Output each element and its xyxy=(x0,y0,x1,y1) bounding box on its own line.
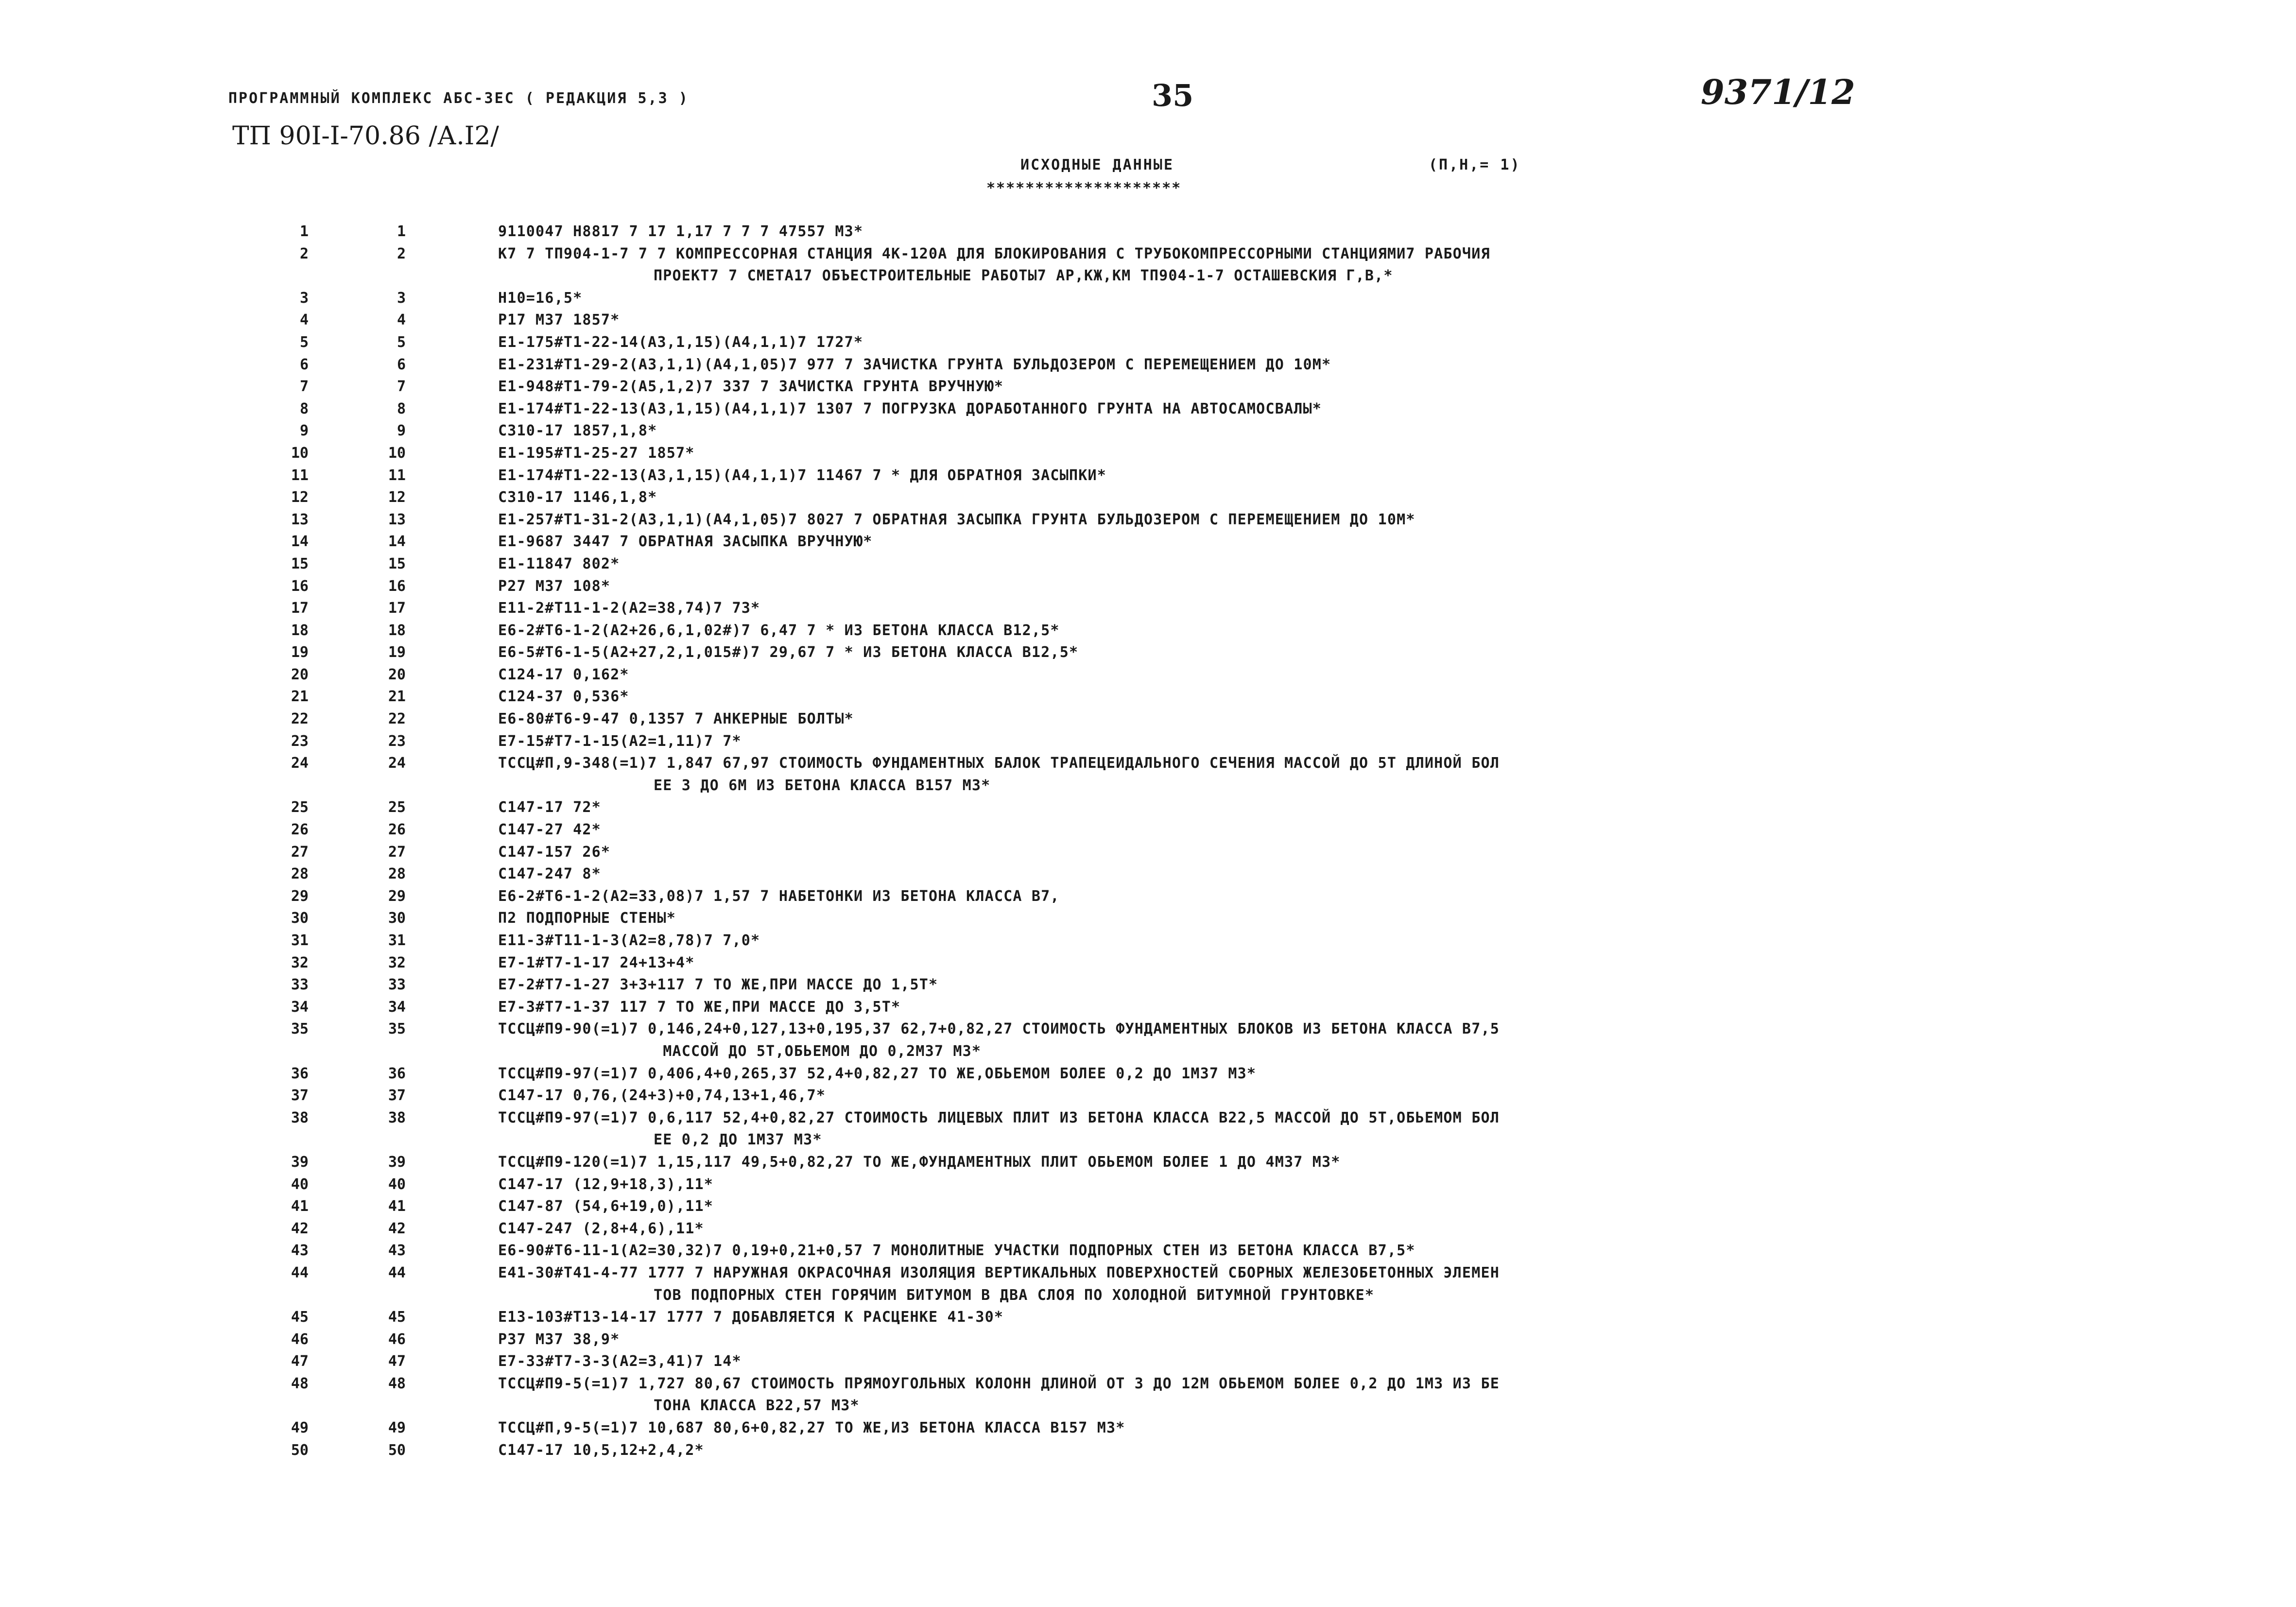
statement-text: П2 ПОДПОРНЫЕ СТЕНЫ* xyxy=(498,910,676,927)
line-number: 41 xyxy=(291,1198,309,1215)
statement-text: С147-17 10,5,12+2,4,2* xyxy=(498,1441,704,1459)
listing-row xyxy=(0,598,2296,620)
line-number: 32 xyxy=(291,954,309,971)
listing-row xyxy=(0,1174,2296,1196)
statement-number: 4 xyxy=(397,311,406,329)
statement-number: 6 xyxy=(397,356,406,373)
listing-row xyxy=(0,576,2296,598)
statement-text: С310-17 1857,1,8* xyxy=(498,422,657,440)
listing-row xyxy=(0,974,2296,997)
statement-number: 29 xyxy=(388,887,406,905)
line-number: 30 xyxy=(291,910,309,927)
line-number: 1 xyxy=(299,223,309,240)
line-number: 24 xyxy=(291,755,309,772)
listing-row xyxy=(0,221,2296,243)
statement-number: 50 xyxy=(388,1441,406,1459)
listing-row xyxy=(0,354,2296,377)
section-params: (П,Н,= 1) xyxy=(1429,156,1521,173)
listing-row xyxy=(0,664,2296,687)
statement-number: 34 xyxy=(388,998,406,1016)
listing-row xyxy=(0,930,2296,952)
line-number: 47 xyxy=(291,1353,309,1370)
statement-number: 38 xyxy=(388,1109,406,1126)
statement-text: С147-27 42* xyxy=(498,821,601,839)
listing-row xyxy=(0,487,2296,509)
listing-row xyxy=(0,1218,2296,1241)
listing-row xyxy=(0,753,2296,775)
listing-row xyxy=(0,1417,2296,1440)
line-number: 29 xyxy=(291,887,309,905)
listing-row xyxy=(0,1063,2296,1086)
listing-row xyxy=(0,1373,2296,1396)
statement-text: Е6-90#Т6-11-1(А2=30,32)7 0,19+0,21+0,57 7 МОНОЛИТНЫЕ УЧАСТКИ ПОДПОРНЫХ СТЕН ИЗ БЕТОНА КЛАССА В7,5* xyxy=(498,1242,1416,1260)
statement-text: ТОВ ПОДПОРНЫХ СТЕН ГОРЯЧИМ БИТУМОМ В ДВА СЛОЯ ПО ХОЛОДНОЙ БИТУМНОЙ ГРУНТОВКЕ* xyxy=(654,1286,1375,1304)
listing-row xyxy=(0,443,2296,465)
statement-text: С147-247 8* xyxy=(498,865,601,883)
line-number: 12 xyxy=(291,489,309,506)
statement-text: С147-247 (2,8+4,6),11* xyxy=(498,1220,704,1237)
statement-number: 26 xyxy=(388,821,406,839)
statement-number: 3 xyxy=(397,289,406,307)
line-number: 10 xyxy=(291,444,309,462)
statement-text: К7 7 ТП904-1-7 7 7 КОМПРЕССОРНАЯ СТАНЦИЯ 4К-120А ДЛЯ БЛОКИРОВАНИЯ С ТРУБОКОМПРЕССОРНЫМИ СТАНЦИЯМИ7 РАБОЧИЯ xyxy=(498,245,1490,262)
line-number: 5 xyxy=(299,333,309,351)
line-number: 43 xyxy=(291,1242,309,1260)
line-number: 31 xyxy=(291,932,309,949)
statement-number: 47 xyxy=(388,1353,406,1370)
line-number: 7 xyxy=(299,378,309,396)
line-number: 46 xyxy=(291,1331,309,1348)
statement-text: С124-17 0,162* xyxy=(498,666,629,683)
document-number: 9371/12 xyxy=(1701,72,1855,112)
statement-number: 31 xyxy=(388,932,406,949)
line-number: 27 xyxy=(291,843,309,861)
line-number: 37 xyxy=(291,1087,309,1105)
statement-number: 9 xyxy=(397,422,406,440)
statement-text: ТССЦ#П9-90(=1)7 0,146,24+0,127,13+0,195,37 62,7+0,82,27 СТОИМОСТЬ ФУНДАМЕНТНЫХ БЛОКОВ ИЗ БЕТОНА КЛАССА В7,5 xyxy=(498,1020,1500,1038)
line-number: 36 xyxy=(291,1065,309,1082)
statement-number: 28 xyxy=(388,865,406,883)
statement-text: Е6-2#Т6-1-2(А2=33,08)7 1,57 7 НАБЕТОНКИ ИЗ БЕТОНА КЛАССА В7, xyxy=(498,887,1060,905)
statement-number: 19 xyxy=(388,644,406,661)
statement-text: МАССОЙ ДО 5Т,ОБЬЕМОМ ДО 0,2М37 М3* xyxy=(654,1042,982,1060)
statement-text: Е1-11847 802* xyxy=(498,555,620,572)
statement-number: 16 xyxy=(388,577,406,595)
listing-row xyxy=(0,1329,2296,1351)
statement-text: ЕЕ 3 ДО 6М ИЗ БЕТОНА КЛАССА В157 М3* xyxy=(654,777,991,794)
listing-row xyxy=(0,1196,2296,1218)
line-number: 8 xyxy=(299,400,309,417)
line-number: 4 xyxy=(299,311,309,329)
statement-text: С147-17 (12,9+18,3),11* xyxy=(498,1175,714,1193)
statement-text: Е41-30#Т41-4-77 1777 7 НАРУЖНАЯ ОКРАСОЧНАЯ ИЗОЛЯЦИЯ ВЕРТИКАЛЬНЫХ ПОВЕРХНОСТЕЙ СБОРНЫХ ЖЕЛЕЗОБЕТОННЫХ ЭЛЕМЕН xyxy=(498,1264,1500,1281)
listing-row xyxy=(0,886,2296,908)
listing-row xyxy=(0,553,2296,576)
statement-text: Е13-103#Т13-14-17 1777 7 ДОБАВЛЯЕТСЯ К РАСЦЕНКЕ 41-30* xyxy=(498,1309,1004,1326)
statement-text: ТССЦ#П9-5(=1)7 1,727 80,67 СТОИМОСТЬ ПРЯМОУГОЛЬНЫХ КОЛОНН ДЛИНОЙ ОТ 3 ДО 12М ОБЬЕМОМ БОЛЕЕ 0,2 ДО 1М3 ИЗ БЕ xyxy=(498,1375,1500,1392)
listing-row xyxy=(0,1307,2296,1329)
statement-number: 39 xyxy=(388,1153,406,1171)
statement-text: Е1-9687 3447 7 ОБРАТНАЯ ЗАСЫПКА ВРУЧНУЮ* xyxy=(498,533,873,551)
statement-number: 15 xyxy=(388,555,406,572)
statement-number: 21 xyxy=(388,688,406,706)
listing-row xyxy=(0,642,2296,664)
statement-number: 46 xyxy=(388,1331,406,1348)
statement-number: 23 xyxy=(388,732,406,750)
listing-row xyxy=(0,1240,2296,1262)
listing-continuation-row xyxy=(0,775,2296,797)
listing-row xyxy=(0,398,2296,421)
statement-text: Е11-3#Т11-1-3(А2=8,78)7 7,0* xyxy=(498,932,760,949)
statement-number: 2 xyxy=(397,245,406,262)
statement-text: С310-17 1146,1,8* xyxy=(498,489,657,506)
listing-row xyxy=(0,864,2296,886)
line-number: 15 xyxy=(291,555,309,572)
statement-number: 24 xyxy=(388,755,406,772)
statement-number: 20 xyxy=(388,666,406,683)
line-number: 11 xyxy=(291,467,309,484)
line-number: 35 xyxy=(291,1020,309,1038)
listing-row xyxy=(0,997,2296,1019)
listing-row xyxy=(0,1019,2296,1041)
statement-number: 32 xyxy=(388,954,406,971)
statement-text: Е1-175#Т1-22-14(А3,1,15)(А4,1,1)7 1727* xyxy=(498,333,863,351)
listing-row xyxy=(0,1152,2296,1174)
statement-text: ТССЦ#П,9-5(=1)7 10,687 80,6+0,82,27 ТО ЖЕ,ИЗ БЕТОНА КЛАССА В157 М3* xyxy=(498,1419,1125,1437)
listing-row xyxy=(0,1262,2296,1285)
statement-text: Е7-33#Т7-3-3(А2=3,41)7 14* xyxy=(498,1353,742,1370)
listing-row xyxy=(0,310,2296,332)
statement-text: Е7-1#Т7-1-17 24+13+4* xyxy=(498,954,695,971)
line-number: 33 xyxy=(291,976,309,994)
listing-row xyxy=(0,509,2296,532)
statement-number: 40 xyxy=(388,1175,406,1193)
statement-number: 12 xyxy=(388,489,406,506)
statement-text: С124-37 0,536* xyxy=(498,688,629,706)
statement-text: Е7-2#Т7-1-27 3+3+117 7 ТО ЖЕ,ПРИ МАССЕ ДО 1,5Т* xyxy=(498,976,938,994)
statement-number: 17 xyxy=(388,600,406,617)
listing-row xyxy=(0,420,2296,443)
statement-number: 36 xyxy=(388,1065,406,1082)
statement-text: Е1-948#Т1-79-2(А5,1,2)7 337 7 ЗАЧИСТКА ГРУНТА ВРУЧНУЮ* xyxy=(498,378,1004,396)
statement-text: С147-17 0,76,(24+3)+0,74,13+1,46,7* xyxy=(498,1087,826,1105)
line-number: 28 xyxy=(291,865,309,883)
line-number: 40 xyxy=(291,1175,309,1193)
line-number: 2 xyxy=(299,245,309,262)
statement-number: 42 xyxy=(388,1220,406,1237)
line-number: 23 xyxy=(291,732,309,750)
line-number: 22 xyxy=(291,710,309,728)
statement-text: Е6-80#Т6-9-47 0,1357 7 АНКЕРНЫЕ БОЛТЫ* xyxy=(498,710,854,728)
listing-row xyxy=(0,332,2296,354)
listing-row xyxy=(0,243,2296,266)
listing-row xyxy=(0,686,2296,708)
listing-row xyxy=(0,376,2296,398)
statement-text: Р37 М37 38,9* xyxy=(498,1331,620,1348)
statement-number: 10 xyxy=(388,444,406,462)
line-number: 44 xyxy=(291,1264,309,1281)
line-number: 13 xyxy=(291,511,309,528)
line-number: 6 xyxy=(299,356,309,373)
statement-text: Е6-2#Т6-1-2(А2+26,6,1,02#)7 6,47 7 * ИЗ БЕТОНА КЛАССА В12,5* xyxy=(498,622,1060,639)
line-number: 3 xyxy=(299,289,309,307)
listing-row xyxy=(0,908,2296,930)
statement-number: 25 xyxy=(388,799,406,816)
statement-number: 7 xyxy=(397,378,406,396)
statement-text: Е1-174#Т1-22-13(А3,1,15)(А4,1,1)7 1307 7 ПОГРУЗКА ДОРАБОТАННОГО ГРУНТА НА АВТОСАМОСВАЛЫ* xyxy=(498,400,1322,417)
listing-row xyxy=(0,465,2296,487)
listing-row xyxy=(0,819,2296,842)
statement-text: ТОНА КЛАССА В22,57 М3* xyxy=(654,1397,860,1415)
data-listing xyxy=(0,221,2296,1462)
line-number: 17 xyxy=(291,600,309,617)
listing-continuation-row xyxy=(0,1285,2296,1307)
statement-text: ТССЦ#П9-120(=1)7 1,15,117 49,5+0,82,27 ТО ЖЕ,ФУНДАМЕНТНЫХ ПЛИТ ОБЬЕМОМ БОЛЕЕ 1 ДО 4М37 М3* xyxy=(498,1153,1341,1171)
line-number: 39 xyxy=(291,1153,309,1171)
statement-number: 14 xyxy=(388,533,406,551)
listing-row xyxy=(0,288,2296,310)
statement-text: Е7-3#Т7-1-37 117 7 ТО ЖЕ,ПРИ МАССЕ ДО 3,5Т* xyxy=(498,998,901,1016)
statement-text: Е1-195#Т1-25-27 1857* xyxy=(498,444,695,462)
listing-continuation-row xyxy=(0,1041,2296,1063)
statement-text: С147-87 (54,6+19,0),11* xyxy=(498,1198,714,1215)
statement-text: ТССЦ#П9-97(=1)7 0,406,4+0,265,37 52,4+0,82,27 ТО ЖЕ,ОБЬЕМОМ БОЛЕЕ 0,2 ДО 1М37 М3* xyxy=(498,1065,1257,1082)
statement-text: Р27 М37 108* xyxy=(498,577,611,595)
tp-reference: ТП 90I-I-70.86 /А.I2/ xyxy=(232,121,499,151)
statement-number: 30 xyxy=(388,910,406,927)
statement-number: 37 xyxy=(388,1087,406,1105)
listing-row xyxy=(0,620,2296,642)
listing-row xyxy=(0,797,2296,819)
listing-continuation-row xyxy=(0,1129,2296,1152)
line-number: 18 xyxy=(291,622,309,639)
statement-number: 22 xyxy=(388,710,406,728)
listing-row xyxy=(0,1351,2296,1373)
line-number: 34 xyxy=(291,998,309,1016)
statement-number: 41 xyxy=(388,1198,406,1215)
statement-text: Е1-231#Т1-29-2(А3,1,1)(А4,1,05)7 977 7 ЗАЧИСТКА ГРУНТА БУЛЬДОЗЕРОМ С ПЕРЕМЕЩЕНИЕМ ДО 10М* xyxy=(498,356,1331,373)
listing-row xyxy=(0,1107,2296,1130)
listing-continuation-row xyxy=(0,1395,2296,1417)
line-number: 38 xyxy=(291,1109,309,1126)
line-number: 9 xyxy=(299,422,309,440)
statement-text: ПРОЕКТ7 7 СМЕТА17 ОБЪЕСТРОИТЕЛЬНЫЕ РАБОТЫ7 АР,КЖ,КМ ТП904-1-7 ОСТАШЕВСКИЯ Г,В,* xyxy=(654,267,1393,285)
statement-number: 27 xyxy=(388,843,406,861)
statement-text: ТССЦ#П,9-348(=1)7 1,847 67,97 СТОИМОСТЬ ФУНДАМЕНТНЫХ БАЛОК ТРАПЕЦЕИДАЛЬНОГО СЕЧЕНИЯ МАССОЙ ДО 5Т ДЛИНОЙ БОЛ xyxy=(498,755,1500,772)
line-number: 26 xyxy=(291,821,309,839)
statement-text: Е7-15#Т7-1-15(А2=1,11)7 7* xyxy=(498,732,742,750)
statement-text: Е11-2#Т11-1-2(А2=38,74)7 73* xyxy=(498,600,760,617)
listing-continuation-row xyxy=(0,265,2296,288)
line-number: 50 xyxy=(291,1441,309,1459)
statement-number: 49 xyxy=(388,1419,406,1437)
statement-text: Е6-5#Т6-1-5(А2+27,2,1,015#)7 29,67 7 * ИЗ БЕТОНА КЛАССА В12,5* xyxy=(498,644,1079,661)
statement-number: 5 xyxy=(397,333,406,351)
statement-text: Р17 М37 1857* xyxy=(498,311,620,329)
statement-number: 44 xyxy=(388,1264,406,1281)
listing-row xyxy=(0,842,2296,864)
line-number: 25 xyxy=(291,799,309,816)
listing-row xyxy=(0,1440,2296,1462)
listing-row xyxy=(0,952,2296,975)
line-number: 14 xyxy=(291,533,309,551)
statement-text: Н10=16,5* xyxy=(498,289,583,307)
statement-number: 33 xyxy=(388,976,406,994)
listing-row xyxy=(0,731,2296,753)
statement-number: 48 xyxy=(388,1375,406,1392)
statement-number: 43 xyxy=(388,1242,406,1260)
program-header: ПРОГРАММНЫЙ КОМПЛЕКС АБС-3ЕС ( РЕДАКЦИЯ 5,3 ) xyxy=(228,90,689,107)
statement-number: 8 xyxy=(397,400,406,417)
listing-row xyxy=(0,1085,2296,1107)
statement-text: Е1-257#Т1-31-2(А3,1,1)(А4,1,05)7 8027 7 ОБРАТНАЯ ЗАСЫПКА ГРУНТА БУЛЬДОЗЕРОМ С ПЕРЕМЕЩЕНИЕМ ДО 10М* xyxy=(498,511,1416,528)
statement-number: 11 xyxy=(388,467,406,484)
listing-row xyxy=(0,708,2296,731)
statement-number: 18 xyxy=(388,622,406,639)
section-title: ИСХОДНЫЕ ДАННЫЕ xyxy=(1020,156,1174,173)
line-number: 45 xyxy=(291,1309,309,1326)
statement-text: 9110047 Н8817 7 17 1,17 7 7 7 47557 М3* xyxy=(498,223,863,240)
line-number: 20 xyxy=(291,666,309,683)
line-number: 16 xyxy=(291,577,309,595)
listing-row xyxy=(0,531,2296,553)
line-number: 19 xyxy=(291,644,309,661)
statement-text: ТССЦ#П9-97(=1)7 0,6,117 52,4+0,82,27 СТОИМОСТЬ ЛИЦЕВЫХ ПЛИТ ИЗ БЕТОНА КЛАССА В22,5 МАССОЙ ДО 5Т,ОБЬЕМОМ БОЛ xyxy=(498,1109,1500,1126)
statement-number: 45 xyxy=(388,1309,406,1326)
line-number: 48 xyxy=(291,1375,309,1392)
statement-number: 35 xyxy=(388,1020,406,1038)
page-number: 35 xyxy=(1152,78,1194,113)
statement-text: ЕЕ 0,2 ДО 1М37 М3* xyxy=(654,1131,822,1149)
line-number: 49 xyxy=(291,1419,309,1437)
statement-text: С147-157 26* xyxy=(498,843,611,861)
line-number: 42 xyxy=(291,1220,309,1237)
statement-text: С147-17 72* xyxy=(498,799,601,816)
title-underline: ******************** xyxy=(986,180,1182,197)
statement-number: 1 xyxy=(397,223,406,240)
statement-text: Е1-174#Т1-22-13(А3,1,15)(А4,1,1)7 11467 7 * ДЛЯ ОБРАТНОЯ ЗАСЫПКИ* xyxy=(498,467,1106,484)
line-number: 21 xyxy=(291,688,309,706)
statement-number: 13 xyxy=(388,511,406,528)
